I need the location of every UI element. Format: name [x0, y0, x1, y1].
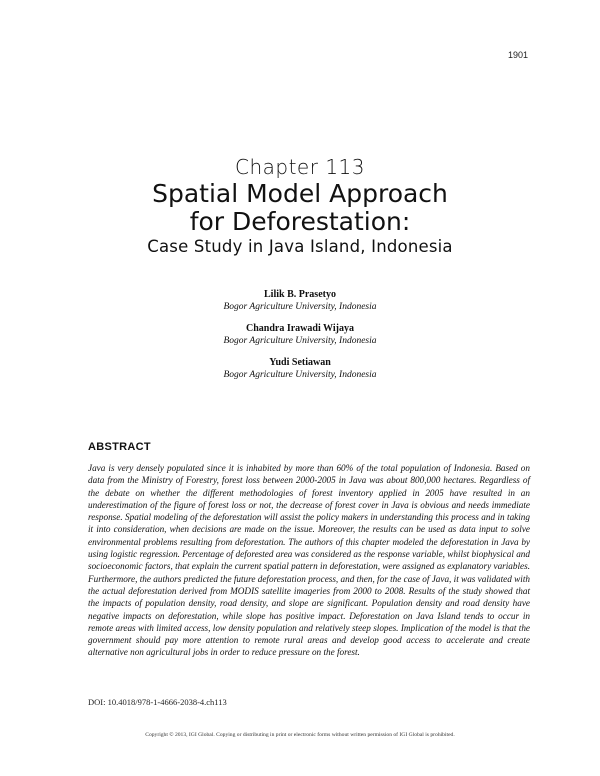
page-number: 1901 — [507, 50, 528, 60]
doi-text[interactable]: DOI: 10.4018/978-1-4666-2038-4.ch113 — [88, 697, 227, 707]
author-name: Lilik B. Prasetyo — [264, 289, 336, 300]
abstract-heading: ABSTRACT — [88, 441, 151, 453]
copyright-notice: Copyright © 2013, IGI Global. Copying or distributing in print or electronic forms without written permission of IGI Global is prohibited. — [145, 732, 455, 738]
author-name: Chandra Irawadi Wijaya — [246, 323, 354, 334]
author-affiliation: Bogor Agriculture University, Indonesia — [223, 370, 377, 380]
title-line-1: Spatial Model Approach — [152, 179, 448, 208]
chapter-label: Chapter 113 — [235, 155, 365, 179]
author-name: Yudi Setiawan — [269, 357, 331, 368]
author-list — [0, 289, 600, 391]
author-affiliation: Bogor Agriculture University, Indonesia — [223, 336, 377, 346]
author-block — [0, 323, 600, 347]
author-affiliation: Bogor Agriculture University, Indonesia — [223, 302, 377, 312]
abstract-body: Java is very densely populated since it is inhabited by more than 60% of the total population of Indonesia. Based on data from the Ministry of Forestry, forest loss between 2000-2005 in Java was about 800,000 hectares. Regardless of the debate on whether the different methodologies of forest inventory applied in 2005 have resulted in an underestimation of the figure of forest loss or not, the decrease of forest cover in Java is obvious and needs immediate response. Spatial modeling of the deforestation will assist the policy makers in understanding this process and in taking it into consideration, when decisions are made on the issue. Moreover, the results can be used as data input to solve environmental problems resulting from deforestation. The authors of this chapter modeled the deforestation in Java by using logistic regression. Percentage of deforested area was considered as the response variable, whilst biophysical and socioeconomic factors, that explain the current spatial pattern in deforestation, were assigned as explanatory variables. Furthermore, the authors predicted the future deforestation process, and then, for the case of Java, it was validated with the actual deforestation derived from MODIS satellite imageries from 2000 to 2008. Results of the study showed that the impacts of population density, road density, and slope are significant. Population density and road density have negative impacts on deforestation, while slope has positive impact. Deforestation on Java Island tends to occur in remote areas with limited access, low density population and relatively steep slopes. Implication of the model is that the government should pay more attention to remote rural areas and develop good access to accelerate and create alternative non agricultural jobs in order to reduce pressure on the forest. — [88, 463, 530, 658]
author-block — [0, 289, 600, 313]
chapter-subtitle: Case Study in Java Island, Indonesia — [147, 237, 453, 256]
title-line-2: for Deforestation: — [189, 207, 411, 236]
author-block — [0, 357, 600, 381]
chapter-title — [0, 180, 600, 236]
